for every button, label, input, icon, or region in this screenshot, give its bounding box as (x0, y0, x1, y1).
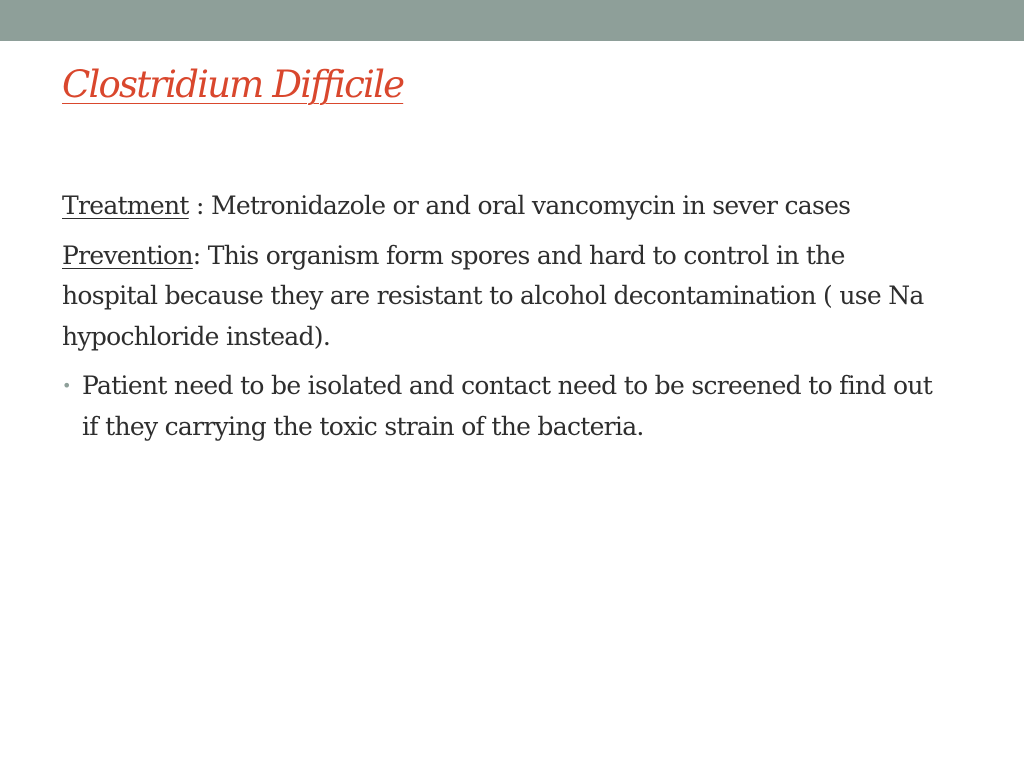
prevention-text: : This organism form spores and hard to control in the hospital because they are resistant to alcohol decontamination ( use Na hypochloride instead). (62, 240, 924, 351)
treatment-label: Treatment (62, 191, 189, 220)
bullet-text: Patient need to be isolated and contact need to be screened to find out if they carrying the toxic strain of the bacteria. (82, 371, 933, 441)
bullet-dot-icon: • (62, 376, 71, 395)
prevention-label: Prevention (62, 240, 193, 270)
top-color-band (0, 0, 1024, 41)
prevention-paragraph (62, 236, 942, 358)
slide-content (62, 186, 942, 447)
treatment-text: : Metronidazole or and oral vancomycin in sever cases (188, 191, 851, 220)
slide-title: Clostridium Difficile (62, 63, 404, 106)
bullet-item (62, 366, 942, 447)
treatment-paragraph (62, 186, 942, 227)
